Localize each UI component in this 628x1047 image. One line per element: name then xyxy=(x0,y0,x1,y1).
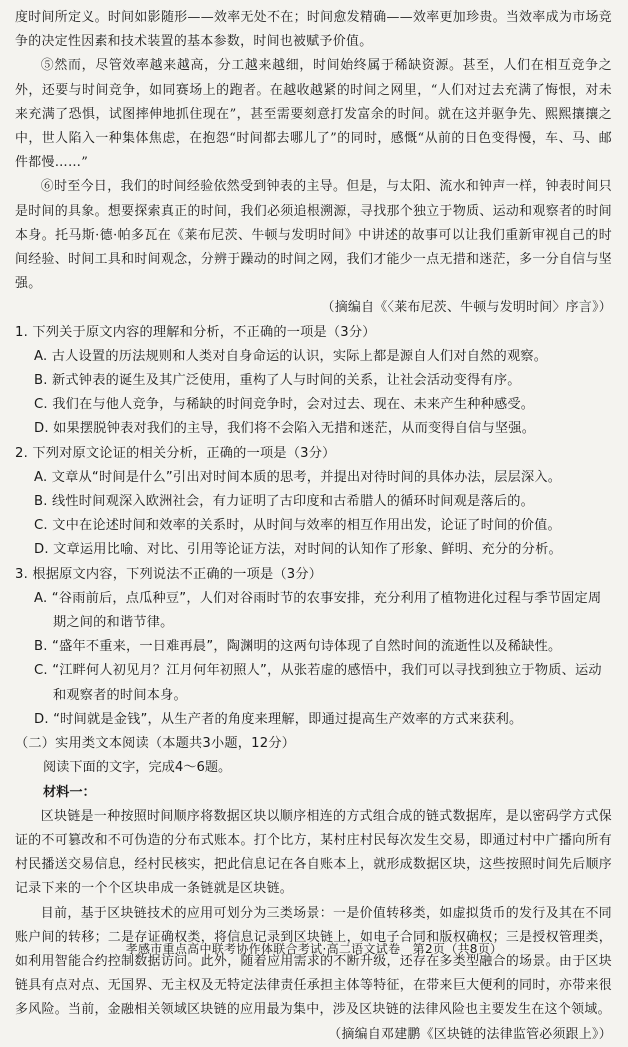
option-c: C. “江畔何人初见月？江月何年初照人”，从张若虚的感悟中，我们可以寻找到独立于物质、运动和观察者的时间本身。 xyxy=(34,663,602,703)
option-d: D. 如果摆脱钟表对我们的主导，我们将不会陷入无措和迷茫，从而变得自信与坚强。 xyxy=(34,421,536,437)
page-footer: 孝感市重点高中联考协作体联合考试·高二语文试卷 第2页（共8页） xyxy=(125,942,503,956)
option-a: A. 文章从“时间是什么”引出对时间本质的思考，并提出对待时间的具体办法，层层深入。 xyxy=(34,469,562,485)
material-paragraph-2: 目前，基于区块链技术的应用可划分为三类场景：一是价值转移类，如虚拟货币的发行及其在不同账户间的转移；二是存证确权类，将信息记录到区块链上，如电子合同和版权确权；三是授权管理类，如利用智能合约控制数据访问。此外，随着应用需求的不断升级，还存在多类型融合的场景。由于区块链具有点对点、无国界、无主权及无特定法律责任承担主体等特征，在带来巨大便利的同时，亦带来很多风险。当前，金融相关领域区块链的应用最为集中，涉及区块链的法律风险也主要发生在这个领域。 xyxy=(15,905,612,1018)
section-instruction: 阅读下面的文字，完成4～6题。 xyxy=(43,760,232,776)
question-1 xyxy=(15,321,612,442)
question-stem: 1. 下列关于原文内容的理解和分析，不正确的一项是（3分） xyxy=(15,324,376,340)
passage-source: （摘编自《〈莱布尼茨、牛顿与发明时间〉序言》） xyxy=(321,300,612,316)
option-d: D. “时间就是金钱”，从生产者的角度来理解，即通过提高生产效率的方式来获利。 xyxy=(34,711,523,727)
option-b: B. 新式钟表的诞生及其广泛使用，重构了人与时间的关系，让社会活动变得有序。 xyxy=(34,373,521,389)
option-d: D. 文章运用比喻、对比、引用等论证方法，对时间的认知作了形象、鲜明、充分的分析。 xyxy=(34,542,562,558)
question-stem: 2. 下列对原文论证的相关分析，正确的一项是（3分） xyxy=(15,445,336,461)
material-label: 材料一： xyxy=(43,784,96,800)
option-b: B. “盛年不重来，一日难再晨”，陶渊明的这两句诗体现了自然时间的流逝性以及稀缺性。 xyxy=(34,639,562,655)
option-c: C. 我们在与他人竞争，与稀缺的时间竞争时，会对过去、现在、未来产生种种感受。 xyxy=(34,397,535,413)
passage-paragraph-5: ⑤然而，尽管效率越来越高，分工越来越细，时间始终属于稀缺资源。甚至，人们在相互竞争之外，还要与时间竞争，如同赛场上的跑者。在越收越紧的时间之网里，“人们对过去充满了悔恨，对未来充满了恐惧，试图摔伸地抓住现在”，甚至需要刻意打发富余的时间。就在这并驱争先、熙熙攘攘之中，世人陷入一种集体焦虑，在抱怨“时间都去哪儿了”的同时，感慨“从前的日色变得慢，车、马、邮件都慢……” xyxy=(15,58,612,171)
option-c: C. 文中在论述时间和效率的关系时，从时间与效率的相互作用出发，论证了时间的价值。 xyxy=(34,518,561,534)
question-3 xyxy=(15,563,612,732)
section-title: （二）实用类文本阅读（本题共3小题，12分） xyxy=(15,736,296,752)
option-a: A. “谷雨前后，点瓜种豆”，人们对谷雨时节的农事安排，充分利用了植物进化过程与季节固定周期之间的和谐节律。 xyxy=(34,590,602,631)
option-a: A. 古人设置的历法规则和人类对自身命运的认识，实际上都是源自人们对自然的观察。 xyxy=(34,348,548,364)
question-stem: 3. 根据原文内容，下列说法不正确的一项是（3分） xyxy=(15,566,323,582)
material-paragraph-1: 区块链是一种按照时间顺序将数据区块以顺序相连的方式组合成的链式数据库，是以密码学方式保证的不可篡改和不可伪造的分布式账本。打个比方，某村庄村民每次发生交易，即通过村中广播向所有村民播送交易信息，经村民核实，把此信息记在各自账本上，就形成数据区块，这些按照时间先后顺序记录下来的一个个区块串成一条链就是区块链。 xyxy=(15,808,612,897)
question-2 xyxy=(15,442,612,563)
option-b: B. 线性时间观深入欧洲社会，有力证明了古印度和古希腊人的循环时间观是落后的。 xyxy=(34,494,534,510)
passage-paragraph-continued: 度时间所定义。时间如影随形——效率无处不在；时间愈发精确——效率更加珍贵。当效率成为市场竞争的决定性因素和技术装置的基本参数，时间也被赋予价值。 xyxy=(15,10,612,50)
passage-paragraph-6: ⑥时至今日，我们的时间经验依然受到钟表的主导。但是，与太阳、流水和钟声一样，钟表时间只是时间的具象。想要探索真正的时间，我们必须追根溯源，寻找那个独立于物质、运动和观察者的时间本身。托马斯·德·帕多瓦在《莱布尼茨、牛顿与发明时间》中讲述的故事可以让我们重新审视自己的时间经验、时间工具和时间观念，分辨于躁动的时间之网，我们才能少一点无措和迷茫，多一分自信与坚强。 xyxy=(15,179,612,292)
material-source: （摘编自邓建鹏《区块链的法律监管必须跟上》） xyxy=(328,1026,612,1042)
